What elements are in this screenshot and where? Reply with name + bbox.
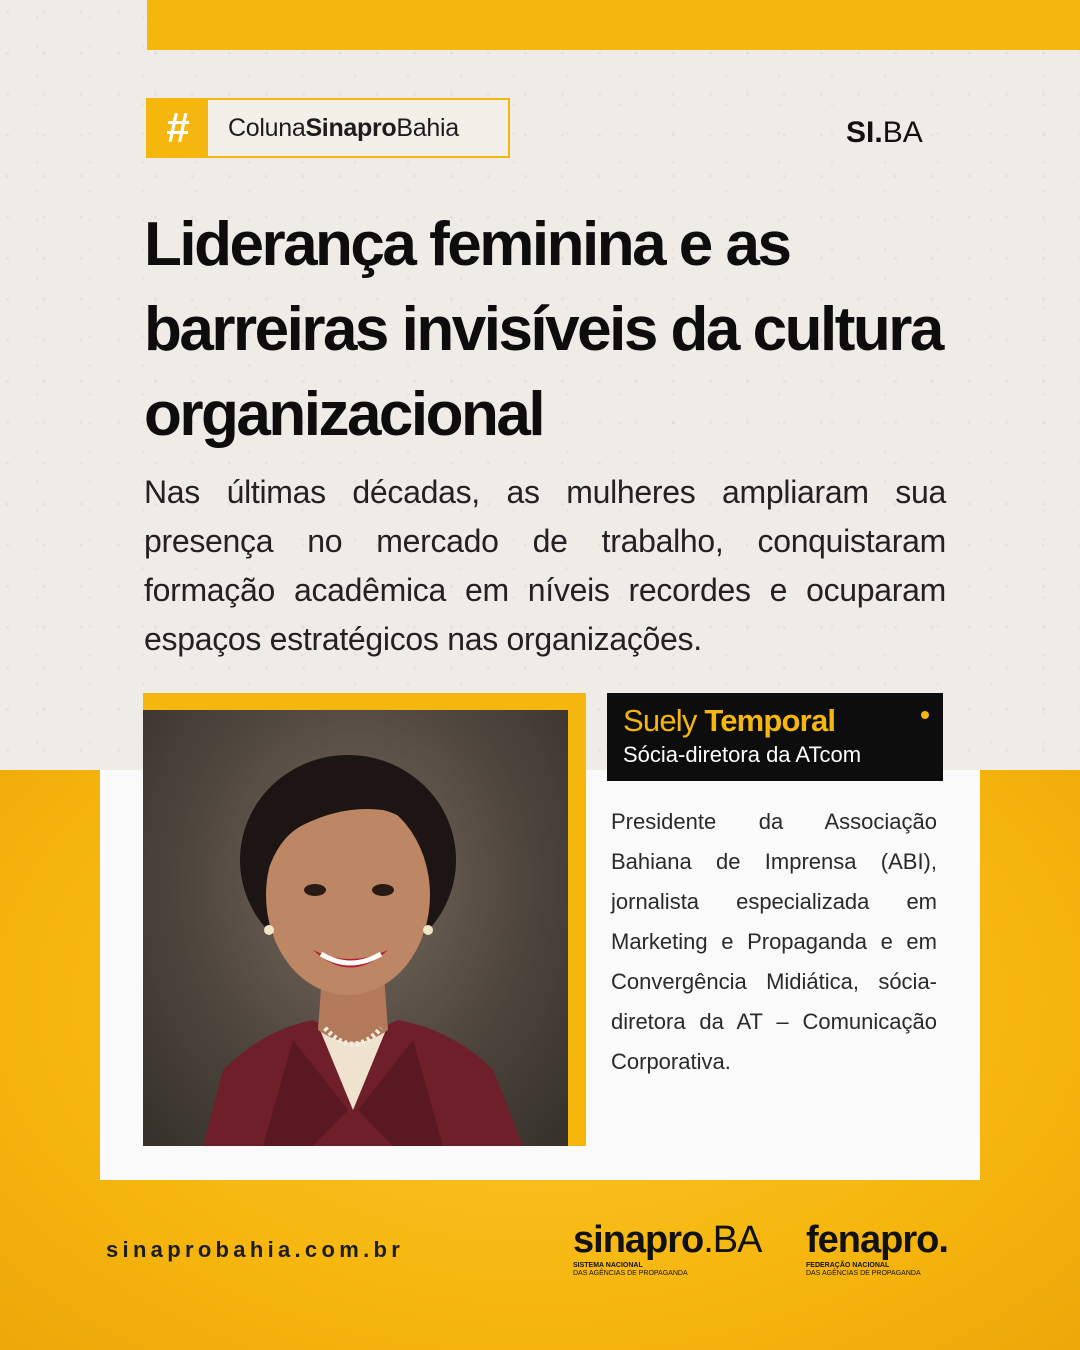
tag-suffix: Bahia xyxy=(396,113,459,142)
intro-paragraph: Nas últimas décadas, as mulheres ampliaram sua presença no mercado de trabalho, conquistaram formação acadêmica em níveis recordes e ocuparam espaços estratégicos nas organizações. xyxy=(144,474,946,657)
hashtag-icon: # xyxy=(148,100,208,156)
author-bio: Presidente da Associação Bahiana de Imprensa (ABI), jornalista especializada em Marketing e Propaganda e em Convergência Midiática, sócia-diretora da AT – Comunicação Corporativa. xyxy=(611,809,937,1074)
column-tag xyxy=(146,98,510,158)
headline: Liderança feminina e as barreiras invisíveis da cultura organizacional xyxy=(144,210,942,449)
author-name xyxy=(623,703,927,739)
siba-badge xyxy=(846,116,923,150)
badge-regular: BA xyxy=(882,116,923,149)
sinapro-suffix: .BA xyxy=(703,1219,762,1261)
sinapro-word: sinapro xyxy=(573,1219,704,1261)
fenapro-logo xyxy=(806,1220,948,1278)
sinapro-sub2: DAS AGÊNCIAS DE PROPAGANDA xyxy=(573,1270,688,1277)
sinapro-wordmark xyxy=(573,1220,762,1260)
author-name-box xyxy=(607,693,943,781)
fenapro-sub1: FEDERAÇÃO NACIONAL xyxy=(806,1262,890,1269)
dot-icon xyxy=(921,711,929,719)
badge-bold: SI. xyxy=(846,116,883,149)
author-photo xyxy=(143,710,568,1146)
column-tag-label xyxy=(208,114,459,143)
author-role: Sócia-diretora da ATcom xyxy=(623,742,862,767)
tag-bold: Sinapro xyxy=(305,113,397,142)
sinapro-logo xyxy=(573,1220,762,1278)
fenapro-wordmark: fenapro. xyxy=(806,1219,948,1261)
author-first-name: Suely xyxy=(623,703,697,738)
portrait-illustration xyxy=(143,710,568,1146)
fenapro-sub2: DAS AGÊNCIAS DE PROPAGANDA xyxy=(806,1270,921,1277)
tag-prefix: Coluna xyxy=(228,113,306,142)
author-last-name: Temporal xyxy=(704,703,836,738)
top-accent-bar xyxy=(147,0,1080,50)
website-link[interactable]: sinaprobahia.com.br xyxy=(106,1237,405,1262)
sinapro-sub1: SISTEMA NACIONAL xyxy=(573,1262,643,1269)
